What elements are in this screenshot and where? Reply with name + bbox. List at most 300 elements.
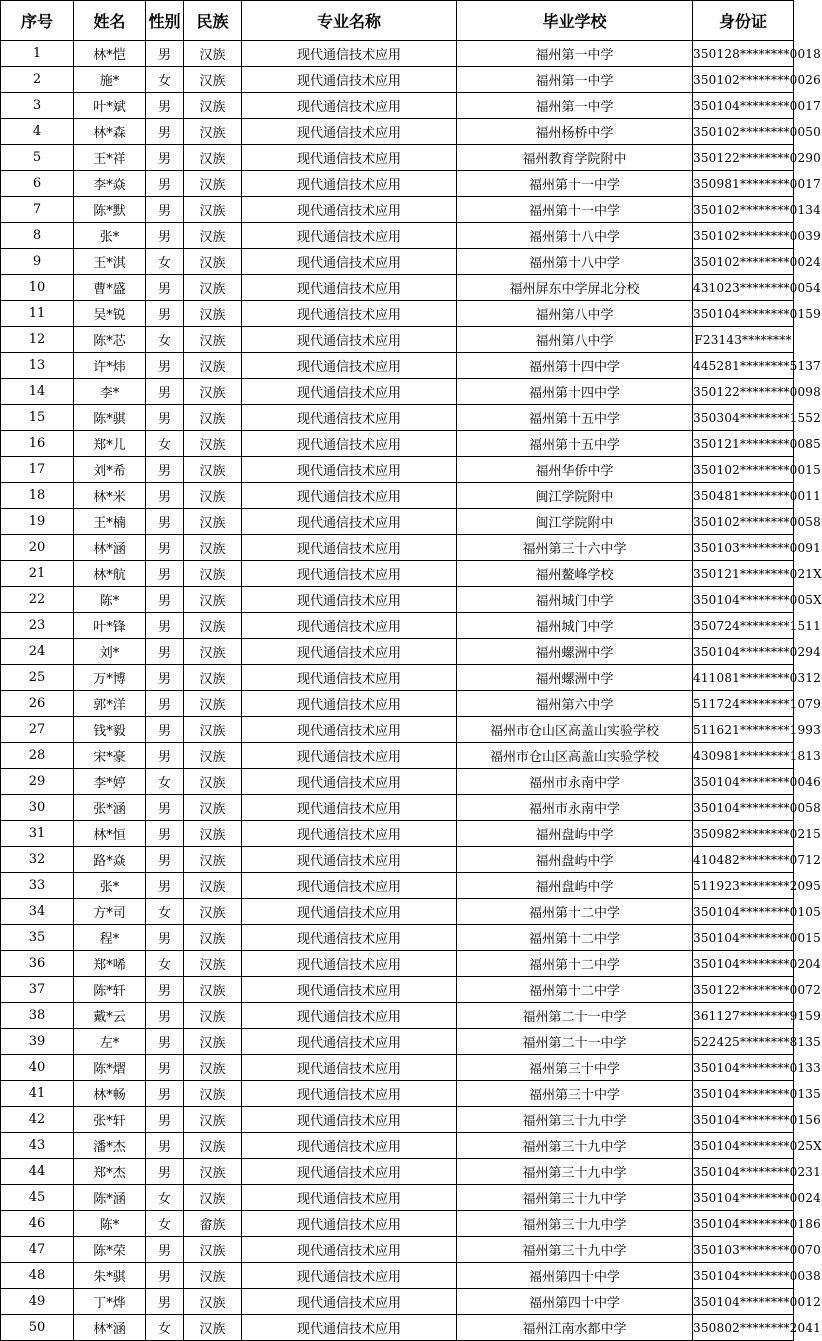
school-cell: 福州第二十一中学 [457, 1029, 693, 1055]
serial-number-cell: 50 [1, 1315, 74, 1341]
major-cell: 现代通信技术应用 [242, 587, 457, 613]
gender-cell: 男 [146, 1029, 184, 1055]
id-number-cell: 430981********1813 [693, 743, 794, 769]
major-cell: 现代通信技术应用 [242, 1003, 457, 1029]
gender-cell: 男 [146, 379, 184, 405]
major-cell: 现代通信技术应用 [242, 639, 457, 665]
ethnicity-cell: 汉族 [184, 691, 242, 717]
name-cell: 钱*毅 [74, 717, 146, 743]
major-cell: 现代通信技术应用 [242, 925, 457, 951]
serial-number-cell: 36 [1, 951, 74, 977]
name-cell: 李*焱 [74, 171, 146, 197]
id-number-cell: 350982********0215 [693, 821, 794, 847]
table-row [1, 379, 794, 405]
table-header [1, 1, 794, 41]
ethnicity-cell: 汉族 [184, 1263, 242, 1289]
table-row [1, 171, 794, 197]
id-number-cell: 350304********1552 [693, 405, 794, 431]
table-row [1, 1107, 794, 1133]
serial-number-cell: 26 [1, 691, 74, 717]
id-number-cell: F23143******** [693, 327, 794, 353]
table-row [1, 821, 794, 847]
major-cell: 现代通信技术应用 [242, 301, 457, 327]
gender-cell: 男 [146, 119, 184, 145]
ethnicity-cell: 汉族 [184, 301, 242, 327]
major-cell: 现代通信技术应用 [242, 1029, 457, 1055]
table-row [1, 561, 794, 587]
ethnicity-cell: 汉族 [184, 1029, 242, 1055]
table-row [1, 951, 794, 977]
gender-cell: 男 [146, 821, 184, 847]
gender-cell: 男 [146, 1081, 184, 1107]
ethnicity-cell: 汉族 [184, 769, 242, 795]
name-cell: 郑*儿 [74, 431, 146, 457]
gender-cell: 女 [146, 249, 184, 275]
id-number-cell: 350104********0156 [693, 1107, 794, 1133]
name-cell: 张*涵 [74, 795, 146, 821]
gender-cell: 男 [146, 145, 184, 171]
gender-cell: 女 [146, 769, 184, 795]
name-cell: 戴*云 [74, 1003, 146, 1029]
table-row [1, 301, 794, 327]
major-cell: 现代通信技术应用 [242, 327, 457, 353]
gender-cell: 男 [146, 41, 184, 67]
major-cell: 现代通信技术应用 [242, 1159, 457, 1185]
ethnicity-cell: 汉族 [184, 93, 242, 119]
school-cell: 福州第二十一中学 [457, 1003, 693, 1029]
school-cell: 福州盘屿中学 [457, 873, 693, 899]
id-number-cell: 511621********1993 [693, 717, 794, 743]
major-cell: 现代通信技术应用 [242, 665, 457, 691]
major-cell: 现代通信技术应用 [242, 1055, 457, 1081]
name-cell: 曹*盛 [74, 275, 146, 301]
gender-cell: 女 [146, 327, 184, 353]
table-row [1, 1185, 794, 1211]
gender-cell: 男 [146, 223, 184, 249]
id-number-cell: 522425********8135 [693, 1029, 794, 1055]
gender-cell: 女 [146, 1211, 184, 1237]
school-cell: 福州第十五中学 [457, 431, 693, 457]
id-number-cell: 350104********0231 [693, 1159, 794, 1185]
serial-number-cell: 7 [1, 197, 74, 223]
name-cell: 王*淇 [74, 249, 146, 275]
serial-number-cell: 17 [1, 457, 74, 483]
major-cell: 现代通信技术应用 [242, 405, 457, 431]
gender-cell: 男 [146, 301, 184, 327]
id-number-cell: 350103********0070 [693, 1237, 794, 1263]
serial-number-cell: 22 [1, 587, 74, 613]
id-number-cell: 350104********0186 [693, 1211, 794, 1237]
header-graduating-school: 毕业学校 [457, 1, 693, 41]
major-cell: 现代通信技术应用 [242, 1289, 457, 1315]
serial-number-cell: 23 [1, 613, 74, 639]
gender-cell: 男 [146, 353, 184, 379]
major-cell: 现代通信技术应用 [242, 1211, 457, 1237]
gender-cell: 男 [146, 171, 184, 197]
name-cell: 张* [74, 223, 146, 249]
table-row [1, 327, 794, 353]
table-row [1, 1211, 794, 1237]
name-cell: 王*楠 [74, 509, 146, 535]
major-cell: 现代通信技术应用 [242, 431, 457, 457]
gender-cell: 男 [146, 1003, 184, 1029]
major-cell: 现代通信技术应用 [242, 379, 457, 405]
major-cell: 现代通信技术应用 [242, 1185, 457, 1211]
school-cell: 福州第三十九中学 [457, 1133, 693, 1159]
school-cell: 福州第一中学 [457, 41, 693, 67]
ethnicity-cell: 汉族 [184, 353, 242, 379]
serial-number-cell: 14 [1, 379, 74, 405]
ethnicity-cell: 汉族 [184, 535, 242, 561]
table-row [1, 249, 794, 275]
gender-cell: 女 [146, 67, 184, 93]
gender-cell: 男 [146, 93, 184, 119]
id-number-cell: 350121********021X [693, 561, 794, 587]
serial-number-cell: 16 [1, 431, 74, 457]
major-cell: 现代通信技术应用 [242, 691, 457, 717]
gender-cell: 女 [146, 951, 184, 977]
name-cell: 刘* [74, 639, 146, 665]
name-cell: 陈*骐 [74, 405, 146, 431]
gender-cell: 男 [146, 457, 184, 483]
ethnicity-cell: 汉族 [184, 1003, 242, 1029]
school-cell: 福州杨桥中学 [457, 119, 693, 145]
table-row [1, 145, 794, 171]
serial-number-cell: 42 [1, 1107, 74, 1133]
serial-number-cell: 31 [1, 821, 74, 847]
serial-number-cell: 44 [1, 1159, 74, 1185]
serial-number-cell: 32 [1, 847, 74, 873]
gender-cell: 男 [146, 509, 184, 535]
serial-number-cell: 28 [1, 743, 74, 769]
name-cell: 林*森 [74, 119, 146, 145]
ethnicity-cell: 汉族 [184, 821, 242, 847]
school-cell: 福州螺洲中学 [457, 665, 693, 691]
major-cell: 现代通信技术应用 [242, 1081, 457, 1107]
id-number-cell: 350104********0105 [693, 899, 794, 925]
name-cell: 林*涵 [74, 1315, 146, 1341]
major-cell: 现代通信技术应用 [242, 509, 457, 535]
name-cell: 林*恺 [74, 41, 146, 67]
school-cell: 福州市仓山区高盖山实验学校 [457, 743, 693, 769]
ethnicity-cell: 汉族 [184, 951, 242, 977]
name-cell: 李* [74, 379, 146, 405]
name-cell: 宋*豪 [74, 743, 146, 769]
major-cell: 现代通信技术应用 [242, 561, 457, 587]
table-row [1, 1003, 794, 1029]
id-number-cell: 350128********0018 [693, 41, 794, 67]
ethnicity-cell: 汉族 [184, 639, 242, 665]
id-number-cell: 350104********0038 [693, 1263, 794, 1289]
ethnicity-cell: 汉族 [184, 197, 242, 223]
table-row [1, 977, 794, 1003]
serial-number-cell: 8 [1, 223, 74, 249]
name-cell: 李*婷 [74, 769, 146, 795]
table-row [1, 1081, 794, 1107]
id-number-cell: 350102********0015 [693, 457, 794, 483]
ethnicity-cell: 汉族 [184, 457, 242, 483]
name-cell: 陈*芯 [74, 327, 146, 353]
serial-number-cell: 27 [1, 717, 74, 743]
major-cell: 现代通信技术应用 [242, 1133, 457, 1159]
school-cell: 福州第三十中学 [457, 1055, 693, 1081]
name-cell: 左* [74, 1029, 146, 1055]
school-cell: 福州第三十九中学 [457, 1107, 693, 1133]
gender-cell: 男 [146, 587, 184, 613]
ethnicity-cell: 汉族 [184, 925, 242, 951]
table-row [1, 431, 794, 457]
gender-cell: 男 [146, 405, 184, 431]
table-row [1, 535, 794, 561]
ethnicity-cell: 汉族 [184, 847, 242, 873]
name-cell: 万*博 [74, 665, 146, 691]
serial-number-cell: 34 [1, 899, 74, 925]
gender-cell: 男 [146, 743, 184, 769]
major-cell: 现代通信技术应用 [242, 223, 457, 249]
major-cell: 现代通信技术应用 [242, 275, 457, 301]
gender-cell: 男 [146, 639, 184, 665]
school-cell: 福州华侨中学 [457, 457, 693, 483]
major-cell: 现代通信技术应用 [242, 457, 457, 483]
id-number-cell: 361127********9159 [693, 1003, 794, 1029]
id-number-cell: 511724********1079 [693, 691, 794, 717]
ethnicity-cell: 汉族 [184, 223, 242, 249]
table-row [1, 587, 794, 613]
id-number-cell: 350104********0204 [693, 951, 794, 977]
id-number-cell: 350104********005X [693, 587, 794, 613]
ethnicity-cell: 汉族 [184, 1237, 242, 1263]
serial-number-cell: 1 [1, 41, 74, 67]
id-number-cell: 350104********0159 [693, 301, 794, 327]
name-cell: 方*司 [74, 899, 146, 925]
serial-number-cell: 5 [1, 145, 74, 171]
table-row [1, 1159, 794, 1185]
name-cell: 林*航 [74, 561, 146, 587]
id-number-cell: 350724********1511 [693, 613, 794, 639]
header-major: 专业名称 [242, 1, 457, 41]
name-cell: 郑*唏 [74, 951, 146, 977]
school-cell: 福州盘屿中学 [457, 821, 693, 847]
ethnicity-cell: 汉族 [184, 717, 242, 743]
header-id-number: 身份证 [693, 1, 794, 41]
table-row [1, 41, 794, 67]
name-cell: 张*轩 [74, 1107, 146, 1133]
ethnicity-cell: 汉族 [184, 275, 242, 301]
table-row [1, 353, 794, 379]
id-number-cell: 350104********0294 [693, 639, 794, 665]
school-cell: 福州第三十中学 [457, 1081, 693, 1107]
id-number-cell: 350102********0024 [693, 249, 794, 275]
header-name: 姓名 [74, 1, 146, 41]
id-number-cell: 411081********0312 [693, 665, 794, 691]
header-ethnicity: 民族 [184, 1, 242, 41]
id-number-cell: 350122********0290 [693, 145, 794, 171]
ethnicity-cell: 汉族 [184, 977, 242, 1003]
name-cell: 陈*默 [74, 197, 146, 223]
school-cell: 福州第十四中学 [457, 353, 693, 379]
gender-cell: 男 [146, 665, 184, 691]
serial-number-cell: 35 [1, 925, 74, 951]
gender-cell: 男 [146, 1237, 184, 1263]
major-cell: 现代通信技术应用 [242, 977, 457, 1003]
table-row [1, 223, 794, 249]
school-cell: 福州第八中学 [457, 327, 693, 353]
id-number-cell: 511923********2095 [693, 873, 794, 899]
school-cell: 福州第三十九中学 [457, 1211, 693, 1237]
major-cell: 现代通信技术应用 [242, 249, 457, 275]
serial-number-cell: 11 [1, 301, 74, 327]
gender-cell: 男 [146, 613, 184, 639]
header-serial-number: 序号 [1, 1, 74, 41]
name-cell: 施* [74, 67, 146, 93]
school-cell: 福州螺洲中学 [457, 639, 693, 665]
name-cell: 程* [74, 925, 146, 951]
major-cell: 现代通信技术应用 [242, 873, 457, 899]
serial-number-cell: 13 [1, 353, 74, 379]
gender-cell: 男 [146, 925, 184, 951]
major-cell: 现代通信技术应用 [242, 41, 457, 67]
major-cell: 现代通信技术应用 [242, 1237, 457, 1263]
table-row [1, 717, 794, 743]
major-cell: 现代通信技术应用 [242, 769, 457, 795]
gender-cell: 女 [146, 1315, 184, 1341]
major-cell: 现代通信技术应用 [242, 951, 457, 977]
ethnicity-cell: 汉族 [184, 899, 242, 925]
name-cell: 王*祥 [74, 145, 146, 171]
table-row [1, 743, 794, 769]
ethnicity-cell: 汉族 [184, 145, 242, 171]
name-cell: 潘*杰 [74, 1133, 146, 1159]
header-gender: 性别 [146, 1, 184, 41]
school-cell: 福州鳌峰学校 [457, 561, 693, 587]
name-cell: 林*畅 [74, 1081, 146, 1107]
table-row [1, 197, 794, 223]
id-number-cell: 350122********0072 [693, 977, 794, 1003]
school-cell: 福州第十八中学 [457, 249, 693, 275]
school-cell: 福州江南水都中学 [457, 1315, 693, 1341]
school-cell: 福州第三十九中学 [457, 1237, 693, 1263]
name-cell: 叶*锋 [74, 613, 146, 639]
ethnicity-cell: 汉族 [184, 613, 242, 639]
school-cell: 福州市仓山区高盖山实验学校 [457, 717, 693, 743]
gender-cell: 女 [146, 899, 184, 925]
id-number-cell: 350102********0134 [693, 197, 794, 223]
school-cell: 福州第三十九中学 [457, 1159, 693, 1185]
ethnicity-cell: 汉族 [184, 119, 242, 145]
school-cell: 福州第一中学 [457, 67, 693, 93]
serial-number-cell: 15 [1, 405, 74, 431]
ethnicity-cell: 汉族 [184, 1159, 242, 1185]
major-cell: 现代通信技术应用 [242, 743, 457, 769]
ethnicity-cell: 汉族 [184, 1107, 242, 1133]
header-row [1, 1, 794, 41]
table-row [1, 93, 794, 119]
ethnicity-cell: 汉族 [184, 587, 242, 613]
ethnicity-cell: 汉族 [184, 67, 242, 93]
serial-number-cell: 43 [1, 1133, 74, 1159]
school-cell: 福州第十二中学 [457, 977, 693, 1003]
major-cell: 现代通信技术应用 [242, 899, 457, 925]
school-cell: 福州第十五中学 [457, 405, 693, 431]
table-row [1, 1055, 794, 1081]
id-number-cell: 350103********0091 [693, 535, 794, 561]
id-number-cell: 350104********0017 [693, 93, 794, 119]
name-cell: 路*焱 [74, 847, 146, 873]
table-row [1, 847, 794, 873]
ethnicity-cell: 汉族 [184, 509, 242, 535]
id-number-cell: 410482********0712 [693, 847, 794, 873]
serial-number-cell: 33 [1, 873, 74, 899]
gender-cell: 男 [146, 483, 184, 509]
id-number-cell: 431023********0054 [693, 275, 794, 301]
ethnicity-cell: 汉族 [184, 795, 242, 821]
school-cell: 闽江学院附中 [457, 483, 693, 509]
ethnicity-cell: 畲族 [184, 1211, 242, 1237]
ethnicity-cell: 汉族 [184, 249, 242, 275]
school-cell: 福州第十二中学 [457, 925, 693, 951]
serial-number-cell: 4 [1, 119, 74, 145]
major-cell: 现代通信技术应用 [242, 119, 457, 145]
table-row [1, 405, 794, 431]
gender-cell: 男 [146, 535, 184, 561]
major-cell: 现代通信技术应用 [242, 717, 457, 743]
table-row [1, 1133, 794, 1159]
school-cell: 福州第六中学 [457, 691, 693, 717]
school-cell: 福州第三十九中学 [457, 1185, 693, 1211]
ethnicity-cell: 汉族 [184, 41, 242, 67]
gender-cell: 男 [146, 1133, 184, 1159]
gender-cell: 女 [146, 1185, 184, 1211]
ethnicity-cell: 汉族 [184, 561, 242, 587]
name-cell: 陈*荣 [74, 1237, 146, 1263]
major-cell: 现代通信技术应用 [242, 535, 457, 561]
gender-cell: 男 [146, 873, 184, 899]
table-row [1, 457, 794, 483]
name-cell: 郑*杰 [74, 1159, 146, 1185]
serial-number-cell: 38 [1, 1003, 74, 1029]
name-cell: 陈*轩 [74, 977, 146, 1003]
name-cell: 刘*希 [74, 457, 146, 483]
table-row [1, 665, 794, 691]
school-cell: 福州屏东中学屏北分校 [457, 275, 693, 301]
school-cell: 福州城门中学 [457, 587, 693, 613]
table-row [1, 873, 794, 899]
major-cell: 现代通信技术应用 [242, 795, 457, 821]
serial-number-cell: 30 [1, 795, 74, 821]
ethnicity-cell: 汉族 [184, 483, 242, 509]
school-cell: 福州城门中学 [457, 613, 693, 639]
name-cell: 张* [74, 873, 146, 899]
ethnicity-cell: 汉族 [184, 171, 242, 197]
name-cell: 林*米 [74, 483, 146, 509]
id-number-cell: 350104********0024 [693, 1185, 794, 1211]
table-row [1, 483, 794, 509]
id-number-cell: 350981********0017 [693, 171, 794, 197]
serial-number-cell: 47 [1, 1237, 74, 1263]
gender-cell: 男 [146, 977, 184, 1003]
id-number-cell: 350104********0133 [693, 1055, 794, 1081]
gender-cell: 男 [146, 197, 184, 223]
serial-number-cell: 9 [1, 249, 74, 275]
serial-number-cell: 6 [1, 171, 74, 197]
id-number-cell: 350121********0085 [693, 431, 794, 457]
major-cell: 现代通信技术应用 [242, 145, 457, 171]
major-cell: 现代通信技术应用 [242, 847, 457, 873]
serial-number-cell: 29 [1, 769, 74, 795]
id-number-cell: 350481********0011 [693, 483, 794, 509]
gender-cell: 女 [146, 431, 184, 457]
school-cell: 福州第十二中学 [457, 899, 693, 925]
